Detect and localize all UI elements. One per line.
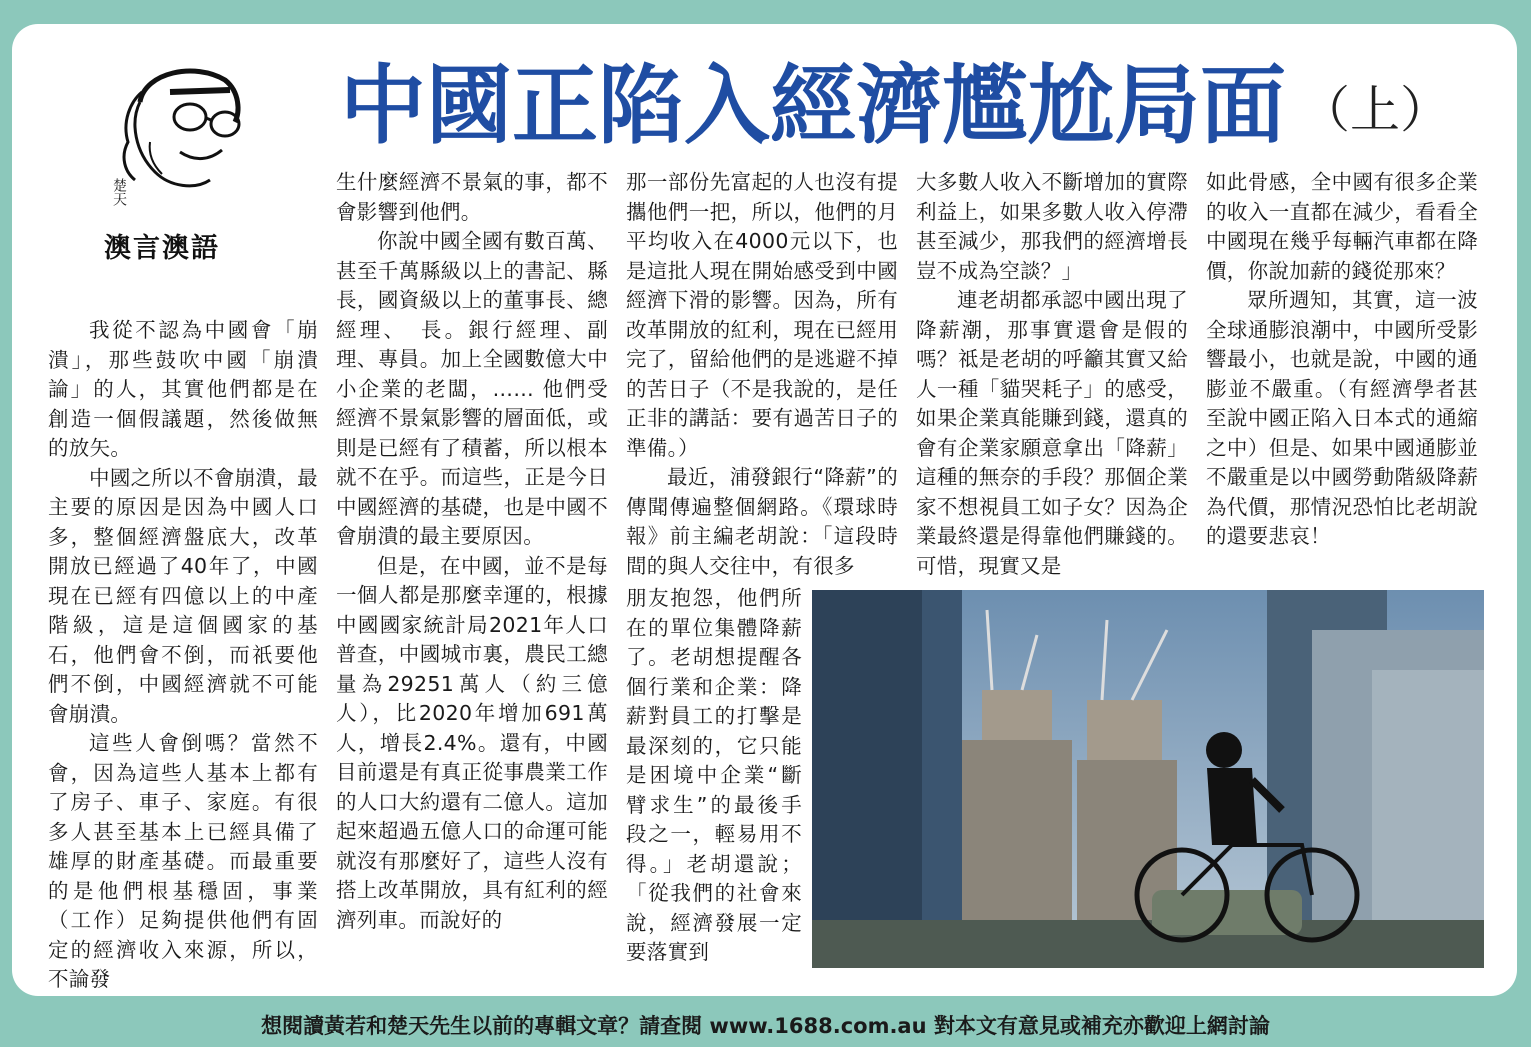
paragraph: 眾所週知，其實，這一波全球通膨浪潮中，中國所受影響最小，也就是說，中國的通膨並不嚴重。（有經濟學者甚至說中國正陷入日本式的通縮之中）但是、如果中國通膨並不嚴重是以中國勞動階級降薪為代價，那情況恐怕比老胡說的還要悲哀！ — [1206, 288, 1478, 548]
body-column-5 — [1206, 168, 1478, 552]
headline: 中國正陷入經濟尷尬局面 — [340, 56, 1286, 156]
paragraph: 最近，浦發銀行“降薪”的傳聞傳遍整個網路。《環球時報》前主編老胡說：「這段時間的與人交往中，有很多 — [626, 465, 898, 578]
paragraph: 我從不認為中國會「崩潰」，那些鼓吹中國「崩潰論」的人，其實他們都是在創造一個假議題，然後做無的放矢。 — [48, 318, 318, 460]
city-photo — [812, 590, 1484, 968]
headline-suffix: （上） — [1300, 81, 1450, 139]
pen-name: 楚天 — [111, 178, 127, 206]
paragraph: 如此骨感，全中國有很多企業的收入一直都在減少，看看全中國現在幾乎每輛汽車都在降價，你說加薪的錢從那來？ — [1206, 170, 1478, 283]
paragraph: 生什麼經濟不景氣的事，都不會影響到他們。 — [336, 170, 608, 224]
paragraph: 大多數人收入不斷增加的實際利益上，如果多數人收入停滯甚至減少，那我們的經濟增長豈不成為空談？」 — [916, 170, 1188, 283]
column-name: 澳言澳語 — [104, 233, 220, 264]
footer-note: 想閱讀黃若和楚天先生以前的專輯文章？請查閱 www.1688.com.au 對本文有意見或補充亦歡迎上網討論 — [261, 1014, 1270, 1038]
paragraph: 中國之所以不會崩潰，最主要的原因是因為中國人口多，整個經濟盤底大，改革開放已經過了40年了，中國現在已經有四億以上的中產階級，這是這個國家的基石，他們會不倒，而祇要他們不倒，中國經濟就不可能會崩潰。 — [48, 465, 318, 726]
paragraph: 你說中國全國有數百萬、甚至千萬縣級以上的書記、縣長，國資級以上的董事長、總經理、 長。銀行經理、副理、專員。加上全國數億大中小企業的老闆，…… 他們受經濟不景氣影響的層面低，或則是已經有了積蓄，所以根本就不在乎。而這些，正是今日中國經濟的基礎，也是中國不會崩潰的最主要原因。 — [336, 229, 608, 548]
paragraph: 但是，在中國，並不是每一個人都是那麼幸運的，根據中國國家統計局2021年人口普查，中國城市裏，農民工總量為29251萬人（約三億人），比2020年增加691萬人，增長2.4%。還有，中國目前還是有真正從事農業工作的人口大約還有二億人。這加起來超過五億人口的命運可能就沒有那麼好了，這些人沒有搭上改革開放，具有紅利的經濟列車。而說好的 — [336, 553, 608, 932]
paragraph: 這些人會倒嗎？當然不會，因為這些人基本上都有了房子、車子、家庭。有很多人甚至基本上已經具備了雄厚的財產基礎。而最重要的是他們根基穩固，事業（工作）足夠提供他們有固定的經濟收入來源，所以，不論發 — [48, 731, 318, 991]
body-column-1 — [48, 316, 318, 995]
body-column-2 — [336, 168, 608, 935]
paragraph: 連老胡都承認中國出現了降薪潮，那事實還會是假的嗎？祗是老胡的呼籲其實又給人一種「貓哭耗子」的感受，如果企業真能賺到錢，還真的會有企業家願意拿出「降薪」這種的無奈的手段？那個企業家不想視員工如子女？因為企業最終還是得靠他們賺錢的。可惜，現實又是 — [916, 288, 1188, 578]
body-column-3 — [626, 168, 898, 581]
body-column-3-continued — [626, 584, 802, 968]
body-column-4 — [916, 168, 1188, 581]
paragraph: 那一部份先富起的人也沒有提攜他們一把，所以，他們的月平均收入在4000元以下，也是這批人現在開始感受到中國經濟下滑的影響。因為，所有改革開放的紅利，現在已經用完了，留給他們的是逃避不掉的苦日子（不是我說的，是任正非的講話：要有過苦日子的準備。） — [626, 170, 898, 460]
paragraph: 朋友抱怨，他們所在的單位集體降薪了。老胡想提醒各個行業和企業：降薪對員工的打擊是最深刻的，它只能是困境中企業“斷臂求生”的最後手段之一，輕易用不得。」老胡還說；「從我們的社會來說，經濟發展一定要落實到 — [626, 586, 802, 964]
